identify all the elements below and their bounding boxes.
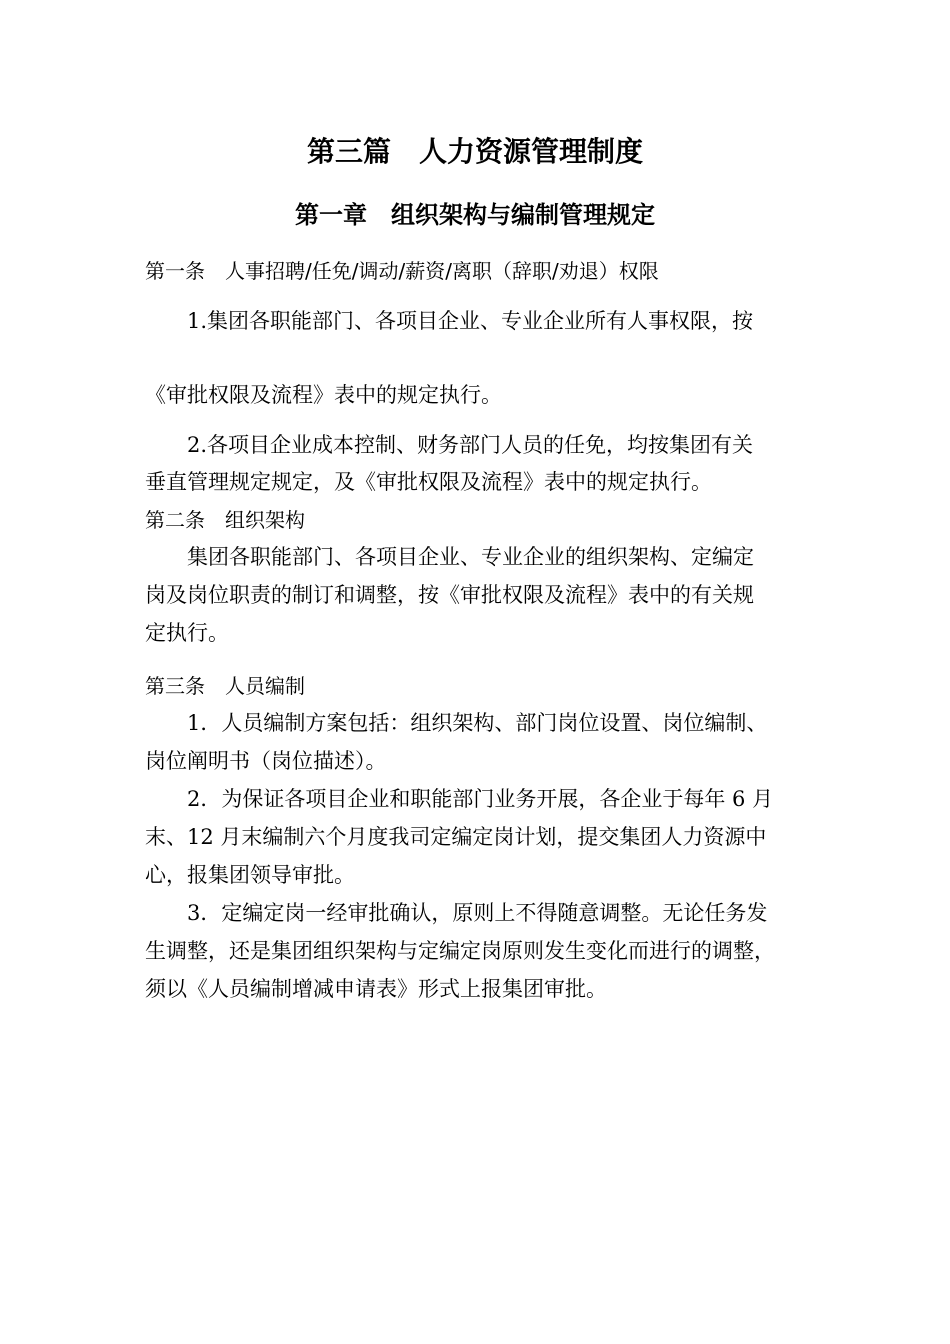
article-2-line-3: 定执行。 — [145, 621, 229, 645]
article-1-paragraph-2-line-1: 2.各项目企业成本控制、财务部门人员的任免，均按集团有关 — [187, 433, 754, 457]
article-3-item-1-line-1: 1．人员编制方案包括：组织架构、部门岗位设置、岗位编制、 — [187, 711, 768, 735]
article-1-paragraph-1-line-2: 《审批权限及流程》表中的规定执行。 — [145, 383, 502, 407]
article-3-item-3-line-2: 生调整，还是集团组织架构与定编定岗原则发生变化而进行的调整， — [145, 939, 775, 963]
article-3-item-3-line-1: 3．定编定岗一经审批确认，原则上不得随意调整。无论任务发 — [187, 901, 768, 925]
chapter-title: 第一章 组织架构与编制管理规定 — [295, 201, 655, 229]
article-2-line-2: 岗及岗位职责的制订和调整，按《审批权限及流程》表中的有关规 — [145, 583, 754, 607]
article-3-item-2-line-3: 心，报集团领导审批。 — [145, 863, 355, 887]
article-1-paragraph-1-line-1: 1.集团各职能部门、各项目企业、专业企业所有人事权限，按 — [187, 309, 754, 333]
article-2-heading: 第二条 组织架构 — [145, 508, 305, 532]
article-3-item-2-line-2: 末、12 月末编制六个月度我司定编定岗计划，提交集团人力资源中 — [145, 825, 767, 849]
article-3-item-1-line-2: 岗位阐明书（岗位描述）。 — [145, 749, 387, 773]
article-3-item-3-line-3: 须以《人员编制增减申请表》形式上报集团审批。 — [145, 977, 607, 1001]
article-1-heading: 第一条 人事招聘/任免/调动/薪资/离职（辞职/劝退）权限 — [145, 259, 659, 283]
article-3-heading: 第三条 人员编制 — [145, 674, 305, 698]
part-title: 第三篇 人力资源管理制度 — [306, 135, 643, 168]
article-3-item-2-line-1: 2．为保证各项目企业和职能部门业务开展，各企业于每年 6 月 — [187, 787, 774, 811]
article-2-line-1: 集团各职能部门、各项目企业、专业企业的组织架构、定编定 — [187, 545, 754, 569]
article-1-paragraph-2-line-2: 垂直管理规定规定，及《审批权限及流程》表中的规定执行。 — [145, 470, 712, 494]
